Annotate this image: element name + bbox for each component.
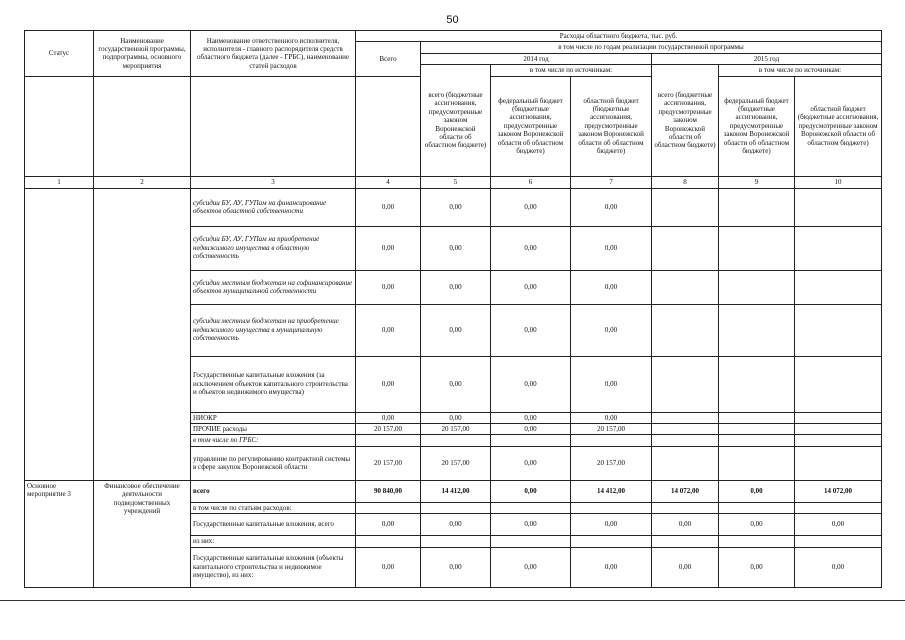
col-number: 4 [356, 176, 421, 188]
cell-value [652, 304, 719, 356]
row-name: всего [191, 480, 356, 502]
row-name: субсидии БУ, АУ, ГУПам на приобретение недвижимого имущества в областную собственность [191, 226, 356, 270]
executor-header: Наименование ответственного исполнителя, исполнителя - главного распорядителя средств областного бюджета (далее - ГРБС), наименование статей расходов [191, 31, 356, 77]
row-name: из них: [191, 536, 356, 547]
row-name: ПРОЧИЕ расходы [191, 423, 356, 434]
cell-value: 0,00 [421, 412, 491, 423]
status-header: Статус [25, 31, 94, 77]
cell-value [795, 423, 882, 434]
expenses-title-header: Расходы областного бюджета, тыс. руб. [356, 31, 882, 42]
by-years-header: в том числе по годам реализации государственной программы [421, 42, 882, 53]
cell-value: 14 412,00 [571, 480, 652, 502]
cell-value: 0,00 [571, 270, 652, 304]
cell-value [719, 536, 795, 547]
cell-value [719, 356, 795, 412]
cell-value [421, 502, 491, 513]
cell-value: 0,00 [421, 304, 491, 356]
col-number: 9 [719, 176, 795, 188]
cell-value: 0,00 [356, 304, 421, 356]
cell-value [652, 423, 719, 434]
col-federal-2015-header: федеральный бюджет (бюджетные ассигнования, предусмотренные законом Воронежской области об областном бюджете) [719, 76, 795, 176]
cell-value [719, 412, 795, 423]
cell-value: 14 072,00 [795, 480, 882, 502]
year-2014-header: 2014 год [421, 53, 652, 64]
cell-value [652, 226, 719, 270]
cell-value: 0,00 [421, 514, 491, 536]
cell-value [571, 536, 652, 547]
budget-table [24, 30, 882, 588]
cell-value: 0,00 [421, 270, 491, 304]
cell-value: 90 840,00 [356, 480, 421, 502]
cell-value: 0,00 [652, 514, 719, 536]
cell-value [795, 502, 882, 513]
cell-value: 0,00 [571, 188, 652, 226]
cell-value [719, 304, 795, 356]
col-all-2015-header: всего (бюджетные ассигнования, предусмотренные законом Воронежской области об областном бюджете) [652, 65, 719, 176]
cell-value: 0,00 [719, 547, 795, 587]
cell-value: 0,00 [491, 480, 571, 502]
cell-value: 0,00 [571, 226, 652, 270]
cell-value: 0,00 [356, 547, 421, 587]
cell-value [652, 188, 719, 226]
row-name: Государственные капитальные вложения, всего [191, 514, 356, 536]
cell-value: 0,00 [356, 514, 421, 536]
cell-value [719, 270, 795, 304]
cell-value [795, 536, 882, 547]
cell-value [356, 536, 421, 547]
cell-value [652, 412, 719, 423]
col-regional-2014-header: областной бюджет (бюджетные ассигнования, предусмотренные законом Воронежской области об областном бюджете) [571, 76, 652, 176]
cell-value: 14 412,00 [421, 480, 491, 502]
cell-value [795, 270, 882, 304]
cell-value [719, 423, 795, 434]
cell-value: 0,00 [491, 304, 571, 356]
cell-value [491, 502, 571, 513]
cell-value [571, 502, 652, 513]
cell-value: 0,00 [719, 480, 795, 502]
cell-value [652, 502, 719, 513]
cell-value: 20 157,00 [356, 423, 421, 434]
cell-value [571, 435, 652, 446]
col-number: 8 [652, 176, 719, 188]
program-name-header: Наименование государственной программы, подпрограммы, основного мероприятия [94, 31, 191, 77]
cell-value [652, 536, 719, 547]
table-row [25, 480, 882, 502]
cell-value [719, 188, 795, 226]
cell-value [652, 446, 719, 480]
col-number: 6 [491, 176, 571, 188]
cell-value: 0,00 [491, 423, 571, 434]
cell-value [719, 435, 795, 446]
col-federal-2014-header: федеральный бюджет (бюджетные ассигнования, предусмотренные законом Воронежской области об областном бюджете) [491, 76, 571, 176]
cell-value: 0,00 [356, 412, 421, 423]
cell-value: 0,00 [491, 547, 571, 587]
event3-name: Финансовое обеспечение деятельности подведомственных учреждений [94, 480, 191, 587]
cell-value: 0,00 [795, 514, 882, 536]
year-2015-header: 2015 год [652, 53, 882, 64]
row-name: субсидии местным бюджетам на софинансирование объектов муниципальной собственности [191, 270, 356, 304]
cell-value [795, 412, 882, 423]
cell-value: 20 157,00 [571, 446, 652, 480]
cell-value: 0,00 [571, 547, 652, 587]
row-name: субсидии БУ, АУ, ГУПам на финансирование объектов областной собственности [191, 188, 356, 226]
cell-value: 20 157,00 [421, 423, 491, 434]
col-regional-2015-header: областной бюджет (бюджетные ассигнования, предусмотренные законом Воронежской области об областном бюджете) [795, 76, 882, 176]
cell-value: 0,00 [356, 356, 421, 412]
cell-value: 0,00 [571, 412, 652, 423]
event3-status: Основное мероприятие 3 [25, 480, 94, 587]
cell-value: 0,00 [356, 226, 421, 270]
table-row [25, 188, 882, 226]
cell-value [356, 502, 421, 513]
cell-value: 0,00 [421, 188, 491, 226]
cell-value [719, 446, 795, 480]
cell-value [795, 188, 882, 226]
col-number: 1 [25, 176, 94, 188]
cell-value: 0,00 [491, 270, 571, 304]
cell-value [795, 304, 882, 356]
cell-value [795, 356, 882, 412]
col-number: 10 [795, 176, 882, 188]
cell-value: 0,00 [421, 356, 491, 412]
cell-value: 20 157,00 [571, 423, 652, 434]
row-name: Государственные капитальные вложения (за исключением объектов капитального строительства и объектов недвижимого имущества) [191, 356, 356, 412]
by-sources-2014-header: в том числе по источникам: [491, 65, 652, 76]
cell-value: 0,00 [491, 226, 571, 270]
row-name: в том числе по статьям расходов: [191, 502, 356, 513]
cell-value: 0,00 [795, 547, 882, 587]
page-bottom-rule [0, 600, 905, 601]
cell-value [652, 270, 719, 304]
cell-value: 0,00 [491, 188, 571, 226]
cell-value: 0,00 [491, 514, 571, 536]
cell-value: 0,00 [719, 514, 795, 536]
cell-value [491, 536, 571, 547]
cell-value [491, 435, 571, 446]
col-number: 5 [421, 176, 491, 188]
col-all-2014-header: всего (бюджетные ассигнования, предусмотренные законом Воронежской области об областном бюджете) [421, 65, 491, 176]
page-number: 50 [446, 14, 459, 26]
cell-value: 0,00 [571, 514, 652, 536]
cell-value [652, 435, 719, 446]
cell-value: 0,00 [491, 412, 571, 423]
cell-value [795, 435, 882, 446]
row-name: субсидии местным бюджетам на приобретение недвижимого имущества в муниципальную собственность [191, 304, 356, 356]
cell-value: 0,00 [356, 270, 421, 304]
cell-value: 20 157,00 [421, 446, 491, 480]
cell-value: 0,00 [421, 547, 491, 587]
cell-value: 0,00 [421, 226, 491, 270]
cell-value: 0,00 [571, 356, 652, 412]
col-number: 7 [571, 176, 652, 188]
cell-value [421, 435, 491, 446]
cell-value: 0,00 [491, 356, 571, 412]
cell-value [795, 226, 882, 270]
cell-value [795, 446, 882, 480]
total-header: Всего [356, 42, 421, 76]
cell-value [719, 502, 795, 513]
cell-value: 0,00 [652, 547, 719, 587]
cell-value: 14 072,00 [652, 480, 719, 502]
cell-value [356, 435, 421, 446]
row-name: НИОКР [191, 412, 356, 423]
cell-value: 0,00 [356, 188, 421, 226]
row-name: Государственные капитальные вложения (объекты капитального строительства и недвижимое имущество), из них: [191, 547, 356, 587]
col-number: 3 [191, 176, 356, 188]
cell-value [719, 226, 795, 270]
cell-value: 20 157,00 [356, 446, 421, 480]
row-name: управление по регулированию контрактной системы в сфере закупок Воронежской области [191, 446, 356, 480]
cell-value [652, 356, 719, 412]
col-number: 2 [94, 176, 191, 188]
cell-value: 0,00 [491, 446, 571, 480]
by-sources-2015-header: в том числе по источникам: [719, 65, 882, 76]
cell-value: 0,00 [571, 304, 652, 356]
cell-value [421, 536, 491, 547]
row-name: в том числе по ГРБС: [191, 435, 356, 446]
